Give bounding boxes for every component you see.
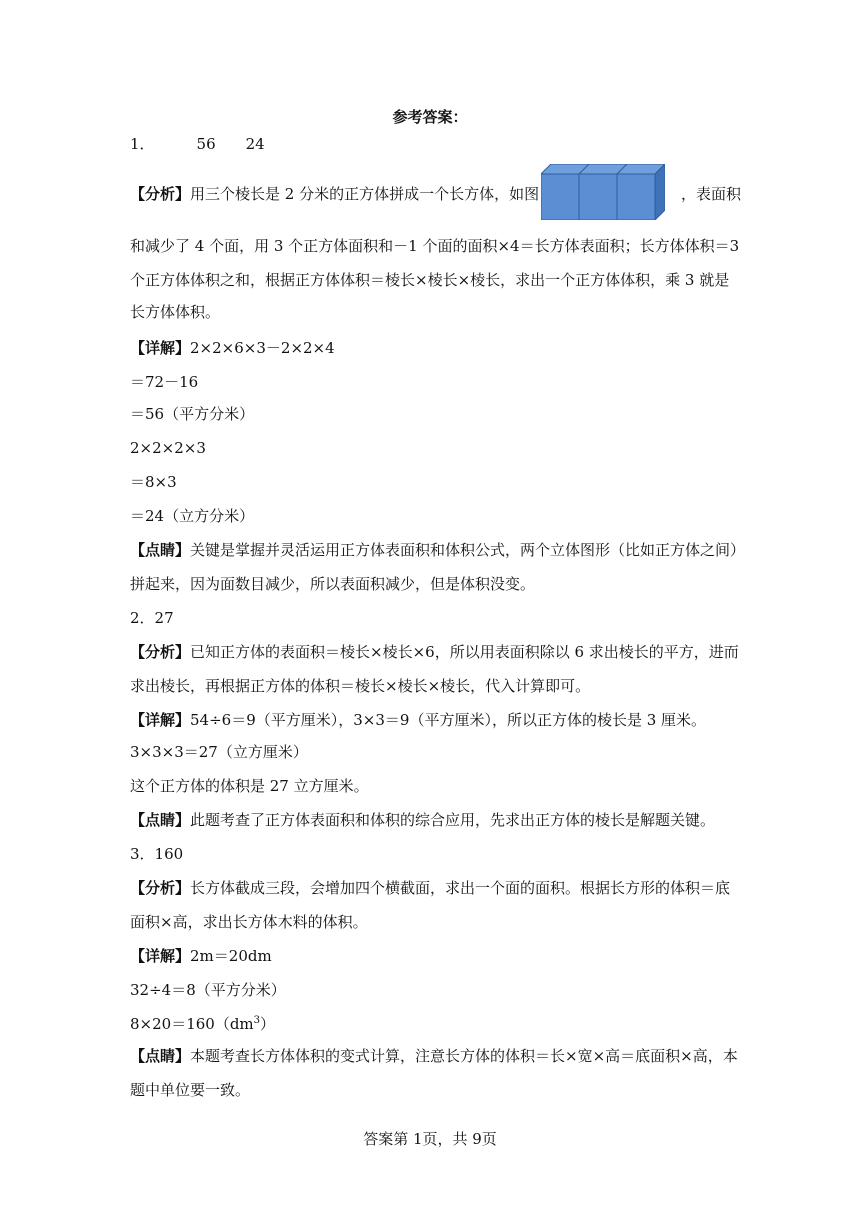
- q1-tip-line-2: 拼起来，因为面数目减少，所以表面积减少，但是体积没变。: [130, 575, 536, 593]
- q2-analysis-text-1: 已知正方体的表面积＝棱长×棱长×6，所以用表面积除以 6 求出棱长的平方，进而: [190, 643, 739, 661]
- q2-detail-text-1: 54÷6＝9（平方厘米），3×3＝9（平方厘米），所以正方体的棱长是 3 厘米。: [190, 711, 707, 729]
- q3-analysis-line-1: [130, 878, 730, 898]
- q3-detail-tag: 【详解】: [130, 947, 191, 965]
- q3-analysis-line-2: 面积×高，求出长方体木料的体积。: [130, 913, 368, 931]
- q1-detail-line-2: ＝72－16: [130, 373, 199, 391]
- q3-detail-text-3: 8×20＝160（dm: [130, 1015, 254, 1033]
- cuboid-figure: [541, 164, 665, 220]
- q3-analysis-tag: 【分析】: [130, 879, 191, 897]
- q2-analysis-line-2: 求出棱长，再根据正方体的体积＝棱长×棱长×棱长，代入计算即可。: [130, 677, 591, 695]
- q1-detail-line-3: ＝56（平方分米）: [130, 405, 255, 423]
- q1-number: 1．: [130, 135, 155, 153]
- q2-tip-tag: 【点睛】: [130, 811, 191, 829]
- q3-detail-text-3-end: ）: [260, 1015, 276, 1033]
- q1-tip-text-1: 关键是掌握并灵活运用正方体表面积和体积公式，两个立体图形（比如正方体之间）: [190, 541, 746, 559]
- q2-tip-line-1: [130, 810, 730, 830]
- q1-answer-line: [130, 134, 730, 154]
- q1-analysis-text-after-figure: ，表面积: [681, 185, 742, 203]
- q1-analysis-line-2: 和减少了 4 个面，用 3 个正方体面积和－1 个面的面积×4＝长方体表面积；长方体体积＝3: [130, 237, 740, 255]
- q2-detail-line-2: 3×3×3＝27（立方厘米）: [130, 743, 308, 761]
- q3-heading: 3．160: [130, 845, 184, 863]
- q3-detail-line-2: 32÷4＝8（平方分米）: [130, 981, 286, 999]
- q3-tip-line-2: 题中单位要一致。: [130, 1081, 251, 1099]
- q3-tip-line-1: [130, 1046, 738, 1066]
- q2-analysis-line-1: [130, 642, 739, 662]
- cuboid-top-face: [541, 164, 665, 174]
- q1-detail-line-5: ＝8×3: [130, 473, 177, 491]
- page-footer: 答案第 1页，共 9页: [363, 1130, 497, 1148]
- q1-detail-line-6: ＝24（立方分米）: [130, 507, 255, 525]
- q3-tip-tag: 【点睛】: [130, 1047, 191, 1065]
- q3-detail-superscript: 3: [253, 1015, 261, 1026]
- q2-detail-tag: 【详解】: [130, 711, 191, 729]
- q2-detail-line-1: [130, 710, 730, 730]
- q2-analysis-tag: 【分析】: [130, 643, 191, 661]
- q1-analysis-line-4: 长方体体积。: [130, 303, 221, 321]
- q1-detail-tag: 【详解】: [130, 339, 191, 357]
- q1-analysis-tag: 【分析】: [130, 185, 191, 203]
- q2-tip-text-1: 此题考查了正方体表面积和体积的综合应用，先求出正方体的棱长是解题关键。: [190, 811, 716, 829]
- q2-heading: 2．27: [130, 609, 174, 627]
- q1-answer-1: 56: [196, 135, 216, 153]
- q3-detail-text-1: 2m＝20dm: [190, 947, 272, 965]
- q3-tip-text-1: 本题考查长方体体积的变式计算，注意长方体的体积＝长×宽×高＝底面积×高，本: [190, 1047, 738, 1065]
- q1-detail-text-1: 2×2×6×3－2×2×4: [190, 339, 335, 357]
- q3-detail-line-3: [130, 1014, 730, 1034]
- q1-tip-line-1: [130, 540, 746, 560]
- q1-analysis-line-3: 个正方体体积之和，根据正方体体积＝棱长×棱长×棱长，求出一个正方体体积，乘 3 就是: [130, 271, 730, 289]
- page-title: 参考答案：: [392, 108, 468, 126]
- q1-analysis-text-1: 用三个棱长是 2 分米的正方体拼成一个长方体，如图: [190, 185, 540, 203]
- q3-analysis-text-1: 长方体截成三段，会增加四个横截面，求出一个面的面积。根据长方形的体积＝底: [190, 879, 731, 897]
- q2-detail-line-3: 这个正方体的体积是 27 立方厘米。: [130, 777, 369, 795]
- q1-answer-2: 24: [245, 135, 265, 153]
- cuboid-side-face: [655, 164, 665, 220]
- cuboid-front-face: [541, 174, 655, 220]
- q1-detail-line-4: 2×2×2×3: [130, 439, 206, 457]
- q1-detail-line-1: [130, 338, 730, 358]
- q1-tip-tag: 【点睛】: [130, 541, 191, 559]
- q3-detail-line-1: [130, 946, 730, 966]
